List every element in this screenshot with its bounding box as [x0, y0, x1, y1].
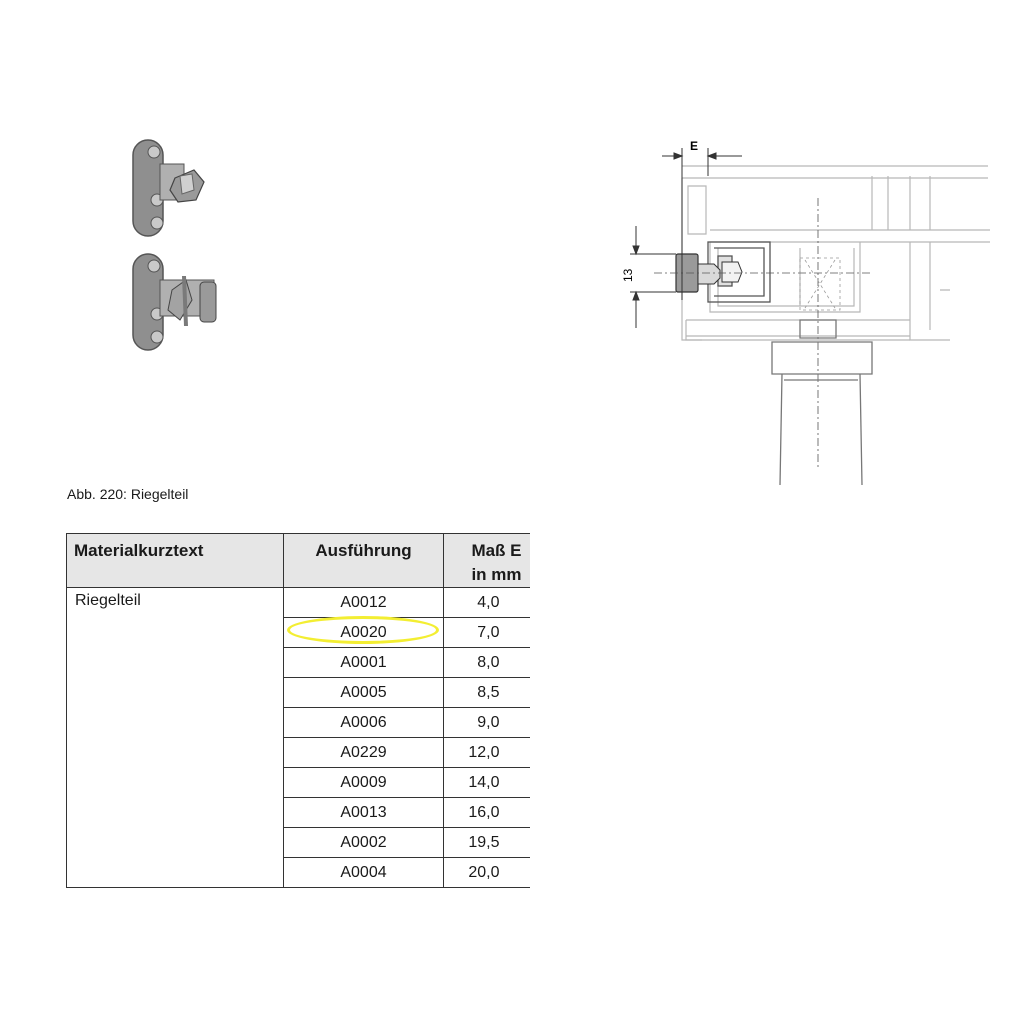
size-value-cell: 14,0	[444, 768, 530, 798]
version-code-cell	[284, 708, 444, 738]
version-code-text: A0005	[340, 683, 387, 701]
version-code-cell	[284, 648, 444, 678]
version-code-cell	[284, 768, 444, 798]
size-value-cell: 20,0	[444, 858, 530, 888]
table-body	[67, 588, 530, 888]
bolt-part-illustrations	[120, 130, 240, 360]
table-row	[67, 588, 530, 618]
version-code-cell	[284, 738, 444, 768]
header-size-line2: in mm	[471, 565, 522, 584]
size-value-cell: 7,0	[444, 618, 530, 648]
size-value-cell: 8,5	[444, 678, 530, 708]
version-code-text: A0013	[340, 803, 387, 821]
size-value-cell: 19,5	[444, 828, 530, 858]
figure-caption: Abb. 220: Riegelteil	[67, 486, 189, 502]
material-table	[66, 533, 530, 888]
dimension-13-label: 13	[621, 268, 635, 282]
header-version: Ausführung	[284, 534, 444, 588]
version-code-cell	[284, 618, 444, 648]
section-drawing	[610, 130, 1000, 490]
version-code-cell	[284, 798, 444, 828]
dimension-e-label: E	[690, 139, 699, 153]
header-size-line1: Maß E	[471, 541, 522, 560]
version-code-text: A0020	[340, 623, 387, 641]
version-code-text: A0012	[340, 593, 387, 611]
size-value-cell: 12,0	[444, 738, 530, 768]
version-code-text: A0002	[340, 833, 387, 851]
table-header-row	[67, 534, 530, 588]
version-code-cell	[284, 678, 444, 708]
version-code-text: A0229	[340, 743, 387, 761]
size-value-cell: 4,0	[444, 588, 530, 618]
version-code-cell	[284, 588, 444, 618]
version-code-text: A0004	[340, 863, 387, 881]
size-value-cell: 8,0	[444, 648, 530, 678]
material-name-cell: Riegelteil	[67, 588, 284, 888]
bolt-part-bottom	[133, 254, 216, 350]
version-code-text: A0001	[340, 653, 387, 671]
version-code-text: A0006	[340, 713, 387, 731]
size-value-cell: 9,0	[444, 708, 530, 738]
header-material: Materialkurztext	[67, 534, 284, 588]
version-code-cell	[284, 828, 444, 858]
header-size	[444, 534, 530, 588]
size-value-cell: 16,0	[444, 798, 530, 828]
version-code-text: A0009	[340, 773, 387, 791]
bolt-part-top	[133, 140, 204, 236]
version-code-cell	[284, 858, 444, 888]
